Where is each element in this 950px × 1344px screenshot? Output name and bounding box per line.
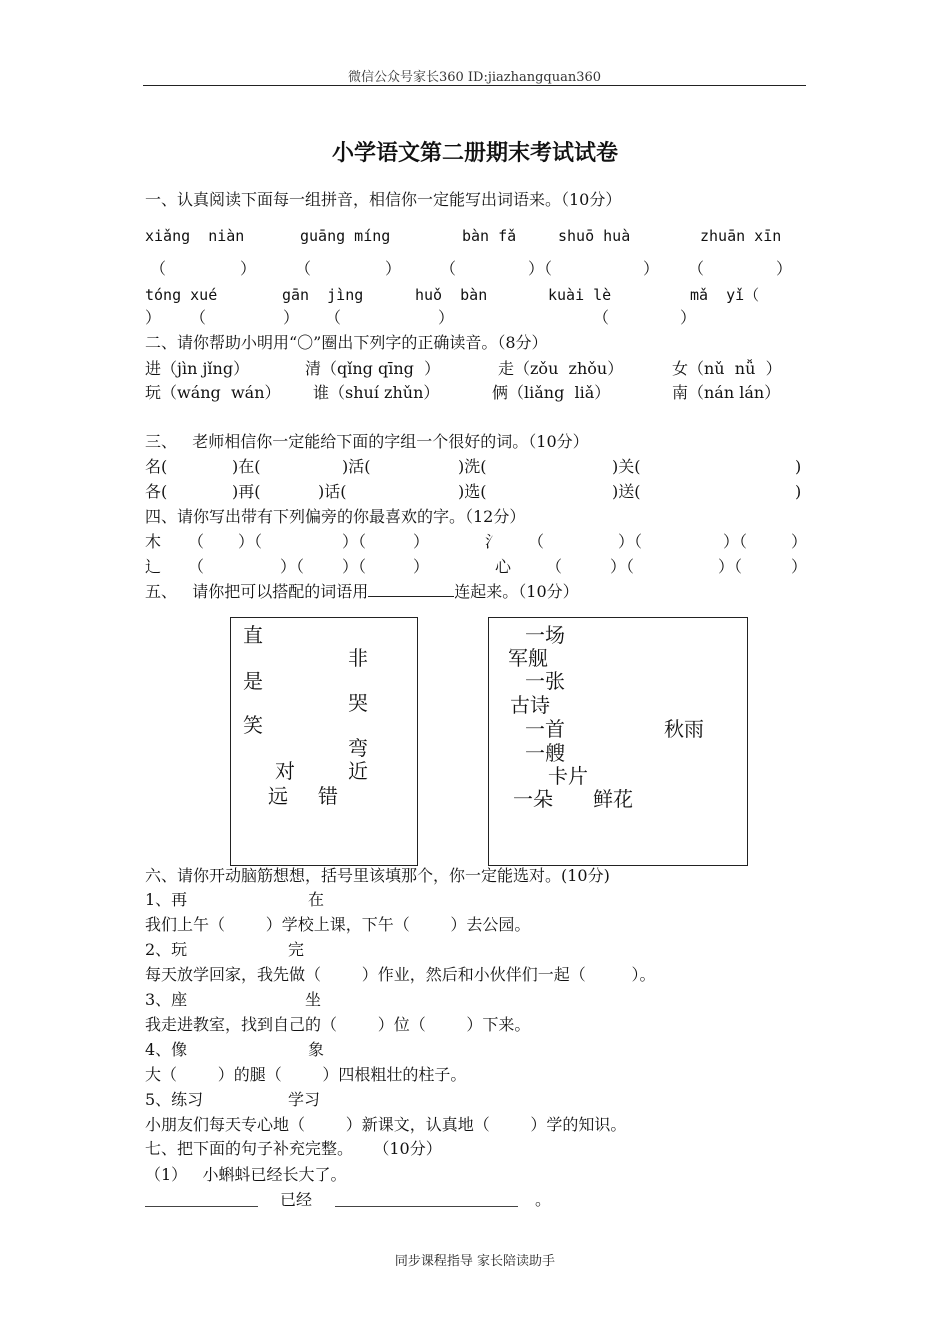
answer-paren: ）: [413, 532, 430, 551]
radical: 心: [495, 557, 512, 576]
word-item: )送(: [612, 482, 641, 501]
answer-paren: ）: [385, 259, 402, 278]
word-item: )选(: [458, 482, 487, 501]
choice-b: 完: [288, 940, 305, 959]
answer-paren: ）（: [342, 557, 367, 576]
pinyin-1: xiǎng niàn: [145, 227, 245, 245]
connect-underline: [368, 582, 454, 597]
answer-paren: ）（: [528, 259, 553, 278]
answer-paren: ）（: [342, 532, 367, 551]
page-header: 微信公众号家长360 ID:jiazhangquan360: [347, 70, 602, 85]
reading-item: 俩（liǎng liǎ）: [492, 383, 611, 402]
match-word: 弯: [348, 736, 368, 760]
match-word: 哭: [348, 691, 368, 715]
answer-paren: ）: [643, 259, 660, 278]
word-item: )活(: [342, 457, 371, 476]
word-item: )话(: [318, 482, 347, 501]
pinyin-7: gān jìng: [282, 286, 364, 304]
match-word: 对: [275, 759, 295, 783]
section-4-heading: 四、请你写出带有下列偏旁的你最喜欢的字。（12分）: [145, 507, 526, 526]
choice-a: 5、练习: [145, 1090, 204, 1109]
choice-b: 象: [308, 1040, 325, 1059]
answer-paren: ）（: [280, 557, 305, 576]
reading-item: 进（jìn jǐng）: [145, 359, 250, 378]
choice-sentence: 我走进教室，找到自己的（ ）位（ ）下来。: [145, 1015, 531, 1034]
reading-item: 南（nán lán）: [672, 383, 781, 402]
word-item: )关(: [612, 457, 641, 476]
choice-a: 2、玩: [145, 940, 188, 959]
answer-paren: ）（: [610, 557, 635, 576]
fill-blank-1: [145, 1206, 258, 1207]
reading-item: 谁（shuí zhǔn）: [313, 383, 440, 402]
page-footer: 同步课程指导 家长陪读助手: [394, 1254, 556, 1269]
section-3-heading: 三、 老师相信你一定能给下面的字组一个很好的词。（10分）: [145, 432, 589, 451]
section-6-heading: 六、请你开动脑筋想想，括号里该填那个，你一定能选对。(10分): [145, 866, 610, 885]
pinyin-4: shuō huà: [558, 227, 631, 245]
answer-paren: ）: [776, 259, 793, 278]
answer-paren: ）: [240, 259, 257, 278]
word-item: 名(: [145, 457, 168, 476]
pinyin-8: huǒ bàn: [415, 286, 488, 304]
word-item: )再(: [232, 482, 261, 501]
answer-paren: （: [528, 532, 545, 551]
pinyin-5: zhuān xīn: [700, 227, 782, 245]
match-word: 秋雨: [664, 717, 704, 741]
match-word: 军舰: [508, 646, 548, 670]
exam-title: 小学语文第二册期末考试试卷: [331, 140, 618, 166]
answer-paren: ）: [438, 308, 455, 327]
match-word: 一首: [525, 717, 565, 741]
match-word: 笑: [243, 713, 263, 737]
answer-paren: （: [688, 259, 705, 278]
section-5-heading-text: 五、 请你把可以搭配的词语用: [145, 582, 369, 601]
match-word: 一张: [525, 669, 565, 693]
choice-b: 坐: [305, 990, 322, 1009]
choice-a: 1、再: [145, 890, 188, 909]
answer-paren: ）: [413, 557, 430, 576]
pinyin-6: tóng xué: [145, 286, 218, 304]
radical: 木: [145, 532, 162, 551]
sentence-item: （1） 小蝌蚪已经长大了。: [145, 1165, 347, 1184]
left-word-box: [230, 617, 418, 866]
section-5-heading: [145, 582, 579, 602]
reading-item: 女（nǔ nǚ ）: [672, 359, 782, 378]
choice-a: 4、像: [145, 1040, 188, 1059]
word-item: 各(: [145, 482, 168, 501]
word-item: ): [795, 457, 802, 476]
pinyin-9: kuài lè: [548, 286, 612, 304]
word-item: )洗(: [458, 457, 487, 476]
fill-blank-2: [335, 1206, 518, 1207]
pinyin-2: guāng míng: [300, 227, 391, 245]
match-word: 一朵: [513, 787, 553, 811]
section-7-heading: 七、把下面的句子补充完整。 （10分）: [145, 1139, 442, 1158]
word-item: )在(: [232, 457, 261, 476]
answer-paren: ）: [791, 557, 808, 576]
match-word: 近: [348, 759, 368, 783]
answer-paren: （: [150, 259, 167, 278]
answer-paren: （: [440, 259, 457, 278]
radical: 氵: [485, 532, 502, 551]
answer-paren: ）: [791, 532, 808, 551]
choice-sentence: 大（ ）的腿（ ）四根粗壮的柱子。: [145, 1065, 467, 1084]
fill-end: 。: [535, 1190, 552, 1209]
radical: 辶: [145, 557, 162, 576]
answer-paren: ）: [283, 308, 300, 327]
choice-sentence: 每天放学回家，我先做（ ）作业，然后和小伙伴们一起（ ）。: [145, 965, 656, 984]
answer-paren: ）: [145, 308, 162, 327]
answer-paren: ）（: [723, 532, 748, 551]
match-word: 古诗: [510, 693, 550, 717]
answer-paren: ）（: [618, 532, 643, 551]
answer-paren: （: [190, 308, 207, 327]
answer-paren: ）（: [718, 557, 743, 576]
answer-paren: （: [188, 557, 205, 576]
match-word: 卡片: [548, 764, 588, 788]
answer-paren: ）: [680, 308, 697, 327]
choice-sentence: 我们上午（ ）学校上课，下午（ ）去公园。: [145, 915, 531, 934]
reading-item: 清（qǐng qīng ）: [305, 359, 441, 378]
reading-item: 走（zǒu zhǒu）: [498, 359, 624, 378]
choice-a: 3、座: [145, 990, 188, 1009]
choice-b: 在: [308, 890, 325, 909]
section-1-heading: 一、认真阅读下面每一组拼音，相信你一定能写出词语来。（10分）: [145, 190, 622, 209]
answer-paren: （: [295, 259, 312, 278]
section-2-heading: 二、请你帮助小明用“〇”圈出下列字的正确读音。（8分）: [145, 333, 548, 352]
pinyin-10: mǎ yǐ（: [690, 286, 760, 304]
reading-item: 玩（wáng wán）: [145, 383, 281, 402]
match-word: 一艘: [525, 741, 565, 765]
fill-middle: 已经: [280, 1190, 313, 1209]
pinyin-3: bàn fǎ: [462, 227, 517, 245]
match-word: 鲜花: [593, 787, 633, 811]
answer-paren: （: [188, 532, 205, 551]
match-word: 直: [243, 623, 263, 647]
section-5-heading-tail: 连起来。（10分）: [454, 582, 579, 601]
match-word: 是: [243, 669, 263, 693]
choice-sentence: 小朋友们每天专心地（ ）新课文，认真地（ ）学的知识。: [145, 1115, 627, 1134]
match-word: 非: [348, 646, 368, 670]
choice-b: 学习: [288, 1090, 321, 1109]
word-item: ): [795, 482, 802, 501]
answer-paren: （: [325, 308, 342, 327]
match-word: 远: [268, 784, 288, 808]
match-word: 一场: [525, 623, 565, 647]
answer-paren: （: [546, 557, 563, 576]
match-word: 错: [318, 784, 338, 808]
answer-paren: （: [593, 308, 610, 327]
header-rule: [143, 85, 806, 86]
answer-paren: ）（: [238, 532, 263, 551]
